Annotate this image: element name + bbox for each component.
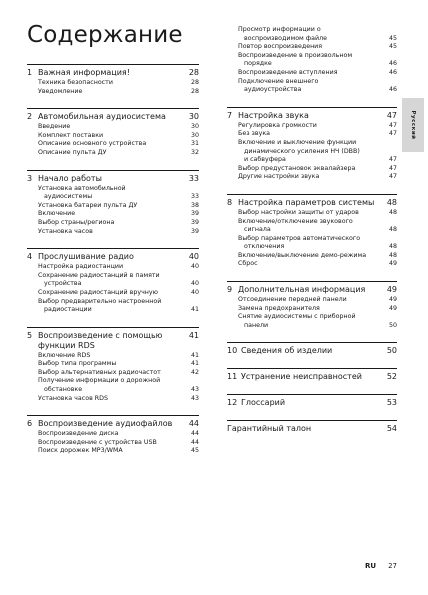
toc-entry-title-line: Сохранение радиостанций в памяти bbox=[38, 271, 160, 279]
toc-entry-page: 46 bbox=[388, 68, 397, 76]
toc-entry[interactable] bbox=[27, 210, 199, 219]
toc-entry-title-line: аудиоустройства bbox=[244, 86, 302, 94]
toc-entry-title-line: Выбор альтернативных радиочастот bbox=[38, 368, 161, 376]
toc-entry-page: 39 bbox=[190, 210, 199, 218]
toc-section-page: 44 bbox=[188, 419, 199, 429]
toc-entry-title-line: Установка батареи пульта ДУ bbox=[38, 201, 138, 209]
toc-entry-page: 48 bbox=[388, 251, 397, 259]
toc-section-title: Устранение неисправностей bbox=[241, 372, 362, 382]
toc-section-heading[interactable] bbox=[27, 248, 199, 262]
toc-entry[interactable] bbox=[27, 430, 199, 439]
toc-entry-page: 45 bbox=[388, 43, 397, 51]
toc-entry-title bbox=[38, 289, 191, 298]
toc-entry-title bbox=[38, 149, 191, 158]
toc-entry[interactable] bbox=[27, 377, 199, 394]
toc-entry-title bbox=[38, 88, 191, 97]
toc-section bbox=[227, 394, 397, 408]
toc-section-heading[interactable] bbox=[227, 107, 397, 121]
toc-entry-title-line: Воспроизведение с устройства USB bbox=[38, 438, 157, 446]
toc-section-title: Глоссарий bbox=[241, 398, 286, 408]
toc-section-number: 6 bbox=[27, 419, 33, 429]
toc-entry-title-line: Воспроизведение вступления bbox=[238, 68, 338, 76]
toc-entry-title bbox=[38, 360, 191, 369]
toc-entry-title-line: сигнала bbox=[244, 226, 271, 234]
toc-entry[interactable] bbox=[27, 289, 199, 298]
toc-section-number: 11 bbox=[227, 372, 238, 382]
toc-entry[interactable] bbox=[27, 439, 199, 448]
toc-section-number: 10 bbox=[227, 346, 238, 356]
toc-entry-title-line: и сабвуфера bbox=[244, 156, 286, 164]
toc-entry-page: 41 bbox=[190, 306, 199, 314]
toc-entry[interactable] bbox=[227, 305, 397, 314]
toc-section-heading[interactable] bbox=[227, 420, 397, 434]
toc-section-number: 3 bbox=[27, 173, 33, 183]
toc-section-number: 1 bbox=[27, 68, 33, 77]
toc-entry-title bbox=[238, 52, 389, 69]
toc-right-column bbox=[227, 26, 397, 446]
toc-entry-title bbox=[38, 185, 191, 202]
toc-entry-title-line: Подключение внешнего bbox=[238, 77, 319, 85]
toc-entry-title-line: Повтор воспроизведения bbox=[238, 43, 323, 51]
toc-entry-title-line: Включение bbox=[38, 210, 76, 218]
toc-entry-title bbox=[38, 352, 191, 361]
toc-entry-page: 41 bbox=[190, 351, 199, 359]
toc-section-page: 40 bbox=[188, 252, 199, 262]
toc-entry[interactable] bbox=[227, 52, 397, 69]
toc-section-title: Дополнительная информация bbox=[238, 285, 366, 295]
toc-entry-page: 30 bbox=[190, 131, 199, 139]
toc-entry[interactable] bbox=[27, 395, 199, 404]
toc-entry-title bbox=[38, 219, 191, 228]
toc-left-column bbox=[27, 64, 199, 468]
toc-entry-page: 44 bbox=[190, 430, 199, 438]
toc-section-heading[interactable] bbox=[227, 281, 397, 295]
toc-entry[interactable] bbox=[27, 185, 199, 202]
toc-entry-title-line: порядке bbox=[244, 60, 272, 68]
toc-entry-page: 50 bbox=[388, 321, 397, 329]
toc-entry-page: 46 bbox=[388, 60, 397, 68]
toc-entry-title bbox=[238, 78, 389, 95]
toc-entry-title bbox=[38, 447, 191, 456]
toc-entry-page: 47 bbox=[388, 130, 397, 138]
toc-entry-title-line: Выбор предустановок эквалайзера bbox=[238, 164, 356, 172]
toc-section-heading[interactable] bbox=[27, 108, 199, 122]
toc-entry-page: 40 bbox=[190, 288, 199, 296]
toc-section-number: 12 bbox=[227, 398, 238, 408]
toc-entry-title bbox=[38, 202, 191, 211]
toc-section bbox=[227, 194, 397, 269]
toc-section-heading[interactable] bbox=[227, 342, 397, 356]
toc-entry-page: 46 bbox=[388, 86, 397, 94]
toc-entry-title bbox=[38, 298, 191, 315]
toc-section-page: 41 bbox=[188, 330, 199, 340]
toc-section-title: Настройка звука bbox=[238, 110, 309, 120]
toc-section-title: Настройка параметров системы bbox=[238, 197, 375, 207]
toc-entry-page: 32 bbox=[190, 148, 199, 156]
toc-section bbox=[27, 64, 199, 96]
toc-section-page: 49 bbox=[386, 285, 397, 295]
toc-entry[interactable] bbox=[227, 139, 397, 165]
toc-section bbox=[27, 327, 199, 404]
toc-entry-page: 38 bbox=[190, 201, 199, 209]
toc-entry-title bbox=[38, 263, 191, 272]
toc-entry-title bbox=[238, 26, 389, 43]
toc-entry[interactable] bbox=[227, 260, 397, 269]
footer-language: RU bbox=[365, 562, 377, 570]
toc-entry-title bbox=[238, 235, 389, 252]
toc-entry-title-line: Выбор параметров автоматического bbox=[238, 234, 361, 242]
page-title: Содержание bbox=[27, 22, 183, 48]
toc-entry-title bbox=[38, 123, 191, 132]
toc-section-heading[interactable] bbox=[227, 368, 397, 382]
toc-section-heading[interactable] bbox=[227, 394, 397, 408]
toc-section bbox=[27, 170, 199, 237]
toc-entry[interactable] bbox=[27, 447, 199, 456]
toc-entry[interactable] bbox=[227, 26, 397, 43]
toc-entry-page: 47 bbox=[388, 164, 397, 172]
toc-entry-title bbox=[238, 305, 389, 314]
toc-entry-title bbox=[238, 252, 389, 261]
toc-entry-page: 49 bbox=[388, 304, 397, 312]
toc-entry-page: 42 bbox=[190, 368, 199, 376]
toc-entry-title bbox=[38, 430, 191, 439]
toc-section-number: 7 bbox=[227, 110, 233, 120]
toc-section-heading[interactable] bbox=[27, 64, 199, 78]
toc-entry-title-line: Воспроизведение в произвольном bbox=[238, 51, 353, 59]
toc-entry-title bbox=[238, 209, 389, 218]
toc-entry-page: 47 bbox=[388, 156, 397, 164]
toc-entry-title-line: Отсоединение передней панели bbox=[238, 296, 347, 304]
toc-entry-title-line: воспроизводимом файле bbox=[244, 34, 328, 42]
toc-entry-title-line: Настройка радиостанции bbox=[38, 263, 124, 271]
toc-entry-title-line: Выбор предварительно настроенной bbox=[38, 297, 162, 305]
toc-section-heading[interactable] bbox=[27, 327, 199, 351]
toc-section-number: 4 bbox=[27, 252, 33, 262]
toc-section-number: 9 bbox=[227, 285, 233, 295]
toc-entry-title-line: Сохранение радиостанций вручную bbox=[38, 288, 158, 296]
toc-section bbox=[227, 107, 397, 182]
toc-entry-title bbox=[238, 296, 389, 305]
toc-entry[interactable] bbox=[227, 313, 397, 330]
toc-entry-title bbox=[38, 395, 191, 404]
toc-entry-title bbox=[238, 260, 389, 269]
toc-entry-title-line: Введение bbox=[38, 123, 71, 131]
toc-section-heading[interactable] bbox=[27, 170, 199, 184]
toc-entry[interactable] bbox=[27, 219, 199, 228]
toc-section bbox=[227, 281, 397, 330]
page-footer bbox=[365, 562, 397, 570]
toc-entry-page: 40 bbox=[190, 280, 199, 288]
toc-section-title: Прослушивание радио bbox=[38, 252, 134, 262]
toc-entry-title-line: Техника безопасности bbox=[38, 79, 113, 86]
toc-entry-page: 39 bbox=[190, 218, 199, 226]
toc-section-title: Автомобильная аудиосистема bbox=[38, 112, 166, 122]
toc-entry-page: 47 bbox=[388, 173, 397, 181]
toc-entry-title bbox=[38, 79, 191, 88]
toc-entry-title-line: Без звука bbox=[238, 130, 270, 138]
toc-entry-title bbox=[238, 139, 389, 165]
toc-section-number: 5 bbox=[27, 330, 33, 340]
toc-entry-title-line: Воспроизведение диска bbox=[38, 430, 119, 438]
toc-entry-title-line: Включение RDS bbox=[38, 351, 91, 359]
toc-entry[interactable] bbox=[27, 79, 199, 88]
toc-entry-title-line: Поиск дорожек MP3/WMA bbox=[38, 447, 123, 455]
toc-entry-page: 31 bbox=[190, 140, 199, 148]
toc-section-number: 8 bbox=[227, 197, 233, 207]
toc-section-number: 2 bbox=[27, 112, 33, 122]
toc-entry-title-line: Другие настройки звука bbox=[238, 173, 320, 181]
toc-entry-page: 48 bbox=[388, 243, 397, 251]
toc-section bbox=[227, 342, 397, 356]
toc-section-page: 28 bbox=[188, 68, 199, 77]
toc-entry[interactable] bbox=[27, 352, 199, 361]
toc-section bbox=[227, 420, 397, 434]
toc-section-page: 33 bbox=[188, 173, 199, 183]
toc-entry-page: 45 bbox=[190, 447, 199, 455]
toc-section-page: 48 bbox=[386, 197, 397, 207]
toc-entry[interactable] bbox=[227, 235, 397, 252]
toc-entry-title bbox=[238, 313, 389, 330]
toc-entry[interactable] bbox=[227, 218, 397, 235]
toc-entry[interactable] bbox=[227, 209, 397, 218]
toc-section-page: 52 bbox=[386, 372, 397, 382]
language-tab bbox=[402, 98, 424, 152]
toc-entry-title bbox=[238, 173, 389, 182]
toc-section-title: Воспроизведение аудиофайлов bbox=[38, 419, 173, 429]
toc-entry[interactable] bbox=[227, 78, 397, 95]
toc-entry-title-line: Описание основного устройства bbox=[38, 140, 147, 148]
toc-entry-title-line: устройства bbox=[44, 280, 82, 288]
toc-entry[interactable] bbox=[227, 173, 397, 182]
toc-entry-title-line: динамического усиления НЧ (DBB) bbox=[244, 147, 360, 155]
toc-entry-title-line: Включение/выключение демо-режима bbox=[238, 251, 367, 259]
toc-entry-page: 49 bbox=[388, 260, 397, 268]
toc-section bbox=[227, 368, 397, 382]
toc-entry-title bbox=[38, 377, 191, 394]
toc-entry[interactable] bbox=[27, 228, 199, 237]
toc-entry-title bbox=[238, 43, 389, 52]
toc-entry[interactable] bbox=[27, 88, 199, 97]
toc-entry-page: 33 bbox=[190, 193, 199, 201]
toc-entry[interactable] bbox=[27, 202, 199, 211]
toc-entry[interactable] bbox=[227, 69, 397, 78]
toc-section-title: Сведения об изделии bbox=[241, 346, 333, 356]
toc-entry-title bbox=[38, 228, 191, 237]
toc-entry[interactable] bbox=[27, 298, 199, 315]
toc-entry-title-line: Сброс bbox=[238, 260, 258, 268]
toc-entry[interactable] bbox=[27, 360, 199, 369]
toc-entry[interactable] bbox=[227, 122, 397, 131]
toc-entry[interactable] bbox=[27, 272, 199, 289]
toc-section-title: Начало работы bbox=[38, 173, 102, 183]
toc-entry-title-line: радиостанции bbox=[44, 306, 92, 314]
toc-entry[interactable] bbox=[227, 130, 397, 139]
toc-section-title: Гарантийный талон bbox=[227, 424, 312, 434]
toc-section-title: Воспроизведение с помощью функции RDS bbox=[38, 330, 163, 350]
toc-entry-page: 40 bbox=[190, 263, 199, 271]
toc-entry-title-line: Установка часов bbox=[38, 227, 93, 235]
toc-entry-title bbox=[38, 272, 191, 289]
toc-entry-page: 28 bbox=[190, 87, 199, 95]
toc-entry-title-line: Установка автомобильной bbox=[38, 184, 126, 192]
toc-entry-title-line: Включение и выключение функции bbox=[238, 138, 357, 146]
language-tab-label: Русский bbox=[410, 110, 416, 140]
toc-entry-title bbox=[238, 122, 389, 131]
toc-section-title: Важная информация! bbox=[38, 68, 130, 77]
toc-entry-page: 48 bbox=[388, 208, 397, 216]
page-number: 27 bbox=[388, 562, 397, 570]
toc-entry[interactable] bbox=[227, 43, 397, 52]
toc-entry-title-line: аудиосистемы bbox=[44, 193, 93, 201]
toc-section-page: 47 bbox=[386, 110, 397, 120]
toc-entry-title-line: обстановке bbox=[44, 386, 83, 394]
toc-entry-title-line: Просмотр информации о bbox=[238, 26, 321, 33]
toc-section-page: 50 bbox=[386, 346, 397, 356]
toc-entry[interactable] bbox=[227, 296, 397, 305]
toc-section-page: 53 bbox=[386, 398, 397, 408]
toc-continued-entries bbox=[227, 26, 397, 95]
toc-entry-title-line: отключения bbox=[244, 243, 285, 251]
toc-entry-title-line: Выбор настройки защиты от ударов bbox=[238, 208, 359, 216]
toc-section bbox=[27, 108, 199, 157]
toc-entry[interactable] bbox=[27, 149, 199, 158]
toc-entry-title bbox=[38, 439, 191, 448]
toc-entry[interactable] bbox=[27, 123, 199, 132]
toc-entry-title-line: Снятие аудиосистемы с приборной bbox=[238, 313, 356, 321]
toc-section-heading[interactable] bbox=[27, 415, 199, 429]
toc-entry-title-line: панели bbox=[244, 321, 269, 329]
toc-section-page: 54 bbox=[386, 424, 397, 434]
toc-section-page: 30 bbox=[188, 112, 199, 122]
toc-section-heading[interactable] bbox=[227, 194, 397, 208]
toc-entry-page: 41 bbox=[190, 360, 199, 368]
toc-entry-page: 45 bbox=[388, 34, 397, 42]
toc-entry-title bbox=[238, 69, 389, 78]
toc-entry-title-line: Комплект поставки bbox=[38, 131, 104, 139]
toc-entry-title-line: Выбор страны/региона bbox=[38, 218, 115, 226]
toc-section bbox=[27, 415, 199, 456]
toc-entry[interactable] bbox=[27, 140, 199, 149]
toc-entry-page: 28 bbox=[190, 79, 199, 86]
toc-entry-title bbox=[38, 210, 191, 219]
toc-entry-page: 43 bbox=[190, 386, 199, 394]
toc-entry-title-line: Уведомление bbox=[38, 87, 83, 95]
toc-entry-title-line: Установка часов RDS bbox=[38, 394, 108, 402]
toc-entry-page: 48 bbox=[388, 226, 397, 234]
toc-entry-page: 39 bbox=[190, 227, 199, 235]
toc-entry-title bbox=[238, 218, 389, 235]
toc-entry[interactable] bbox=[27, 263, 199, 272]
toc-entry-page: 47 bbox=[388, 121, 397, 129]
toc-entry-title bbox=[38, 140, 191, 149]
toc-entry-page: 30 bbox=[190, 123, 199, 131]
toc-entry-title-line: Регулировка громкости bbox=[238, 121, 317, 129]
toc-entry-page: 44 bbox=[190, 438, 199, 446]
toc-entry-title-line: Включение/отключение звукового bbox=[238, 217, 353, 225]
toc-entry-title-line: Замена предохранителя bbox=[238, 304, 320, 312]
toc-entry-title bbox=[238, 130, 389, 139]
toc-entry-title-line: Получение информации о дорожной bbox=[38, 377, 161, 385]
toc-entry-title-line: Выбор типа программы bbox=[38, 360, 117, 368]
toc-entry-page: 49 bbox=[388, 296, 397, 304]
toc-entry-page: 43 bbox=[190, 394, 199, 402]
toc-section bbox=[27, 248, 199, 315]
toc-entry-title-line: Описание пульта ДУ bbox=[38, 148, 107, 156]
